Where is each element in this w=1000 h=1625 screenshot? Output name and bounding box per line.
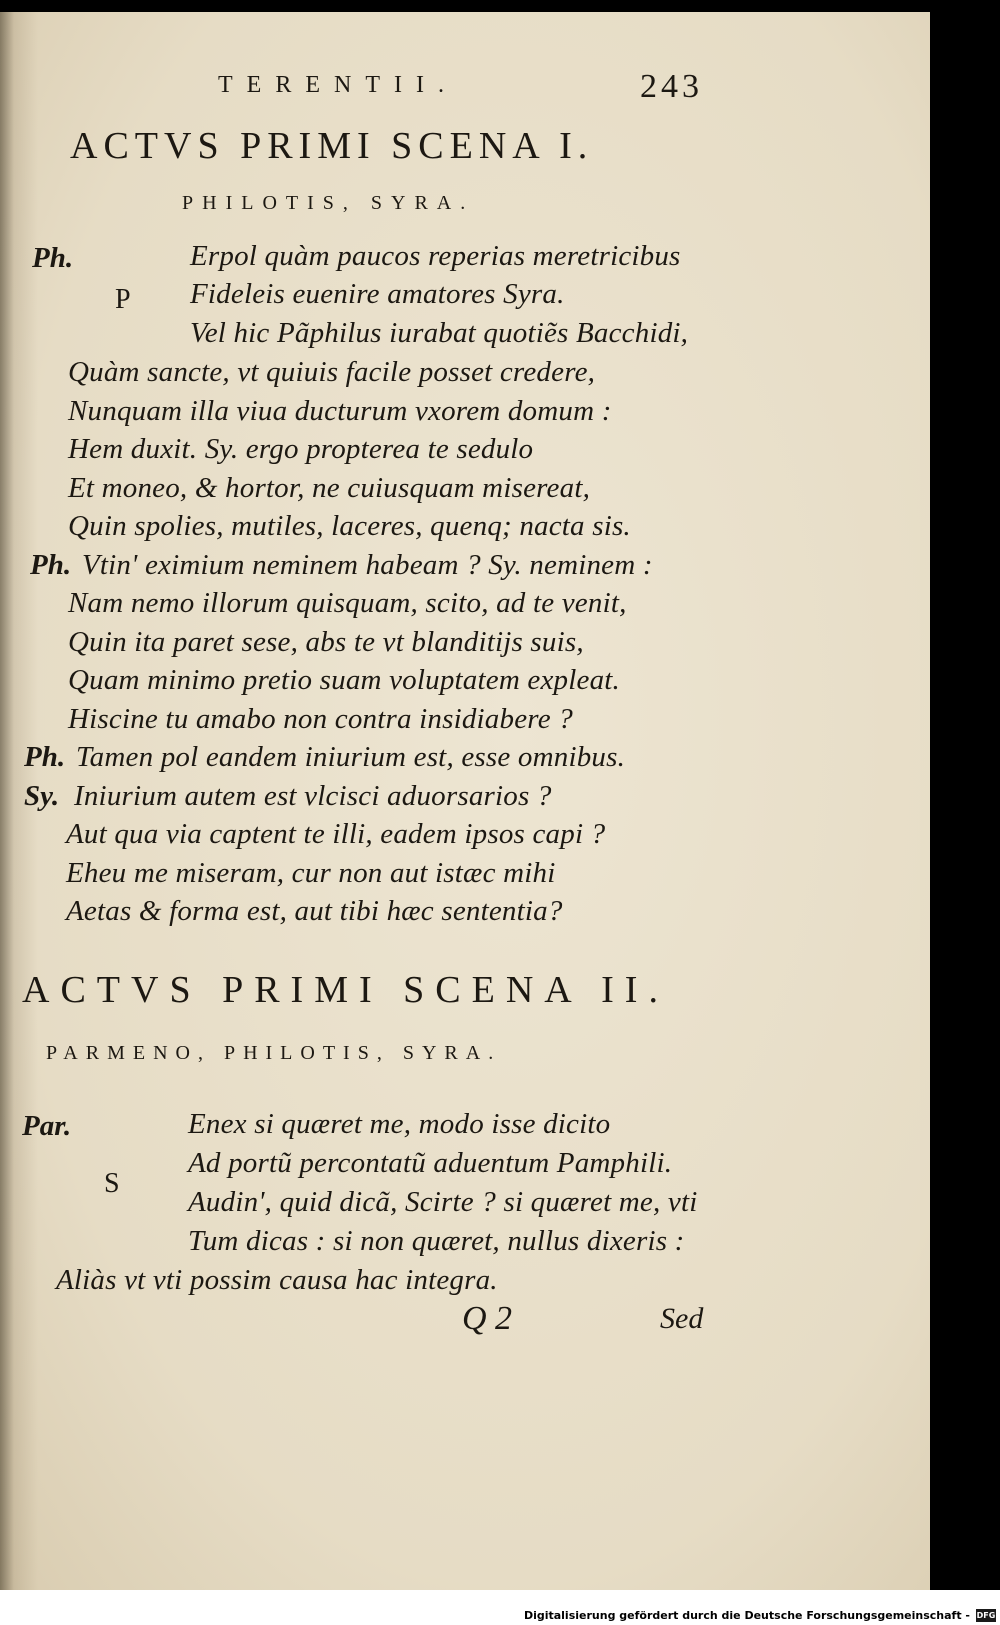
verse-line: Nam nemo illorum quisquam, scito, ad te venit, [68,587,627,619]
speaker-label: Ph. [24,741,66,773]
verse-line: Quin ita paret sese, abs te vt blanditijs suis, [68,626,584,658]
book-page [0,12,930,1590]
verse-line: Aetas & forma est, aut tibi hæc sententia? [66,895,563,927]
verse-line: Hiscine tu amabo non contra insidiabere ? [68,703,573,735]
verse-line: Aut qua via captent te illi, eadem ipsos capi ? [66,818,606,850]
scene-2-title: ACTVS PRIMI SCENA II. [22,969,669,1011]
verse-line: Audin', quid dicã, Scirte ? si quæret me, vti [188,1186,698,1218]
scene-1-title: ACTVS PRIMI SCENA I. [70,125,594,167]
scene-1-speakers: PHILOTIS, SYRA. [182,192,475,214]
speaker-label: Ph. [30,549,72,581]
verse-line: Ad portũ percontatũ aduentum Pamphili. [188,1147,673,1179]
verse-line: Tamen pol eandem iniurium est, esse omnibus. [76,741,626,773]
verse-line: Et moneo, & hortor, ne cuiusquam misereat, [68,472,591,504]
verse-line: Vtin' eximium neminem habeam ? Sy. neminem : [82,549,653,581]
speaker-label: Sy. [24,780,60,812]
verse-line: Iniurium autem est vlcisci aduorsarios ? [74,780,552,812]
signature-mark: Q 2 [462,1300,513,1337]
speaker-label: Par. [22,1110,72,1142]
verse-line: Eheu me miseram, cur non aut istæc mihi [66,857,556,889]
verse-line: Aliàs vt vti possim causa hac integra. [56,1264,498,1296]
running-head: TERENTII. [218,72,458,98]
verse-line: Quam minimo pretio suam voluptatem expleat. [68,664,620,696]
page-edge-shadow [930,12,1000,1590]
dfg-logo: DFG [976,1611,996,1620]
verse-line: Fideleis euenire amatores Syra. [190,278,565,310]
scene-2-initial: S [104,1168,120,1199]
speaker-label: Ph. [32,242,74,274]
digitization-notice: Digitalisierung gefördert durch die Deutsche Forschungsgemeinschaft - [523,1609,970,1622]
verse-line: Hem duxit. Sy. ergo propterea te sedulo [68,433,534,465]
verse-line: Quàm sancte, vt quiuis facile posset credere, [68,356,596,388]
page-number: 243 [640,68,703,105]
scene-2-speakers: PARMENO, PHILOTIS, SYRA. [46,1042,502,1064]
verse-line: Enex si quæret me, modo isse dicito [188,1108,611,1140]
verse-line: Vel hic Pãphilus iurabat quotiẽs Bacchidi, [190,317,689,349]
verse-line: Erpol quàm paucos reperias meretricibus [190,240,681,272]
scene-1-initial: P [115,284,131,315]
verse-line: Tum dicas : si non quæret, nullus dixeris : [188,1225,685,1257]
catchword: Sed [660,1302,704,1335]
verse-line: Quin spolies, mutiles, laceres, quenq; nacta sis. [68,510,631,542]
verse-line: Nunquam illa viua ducturum vxorem domum : [68,395,612,427]
